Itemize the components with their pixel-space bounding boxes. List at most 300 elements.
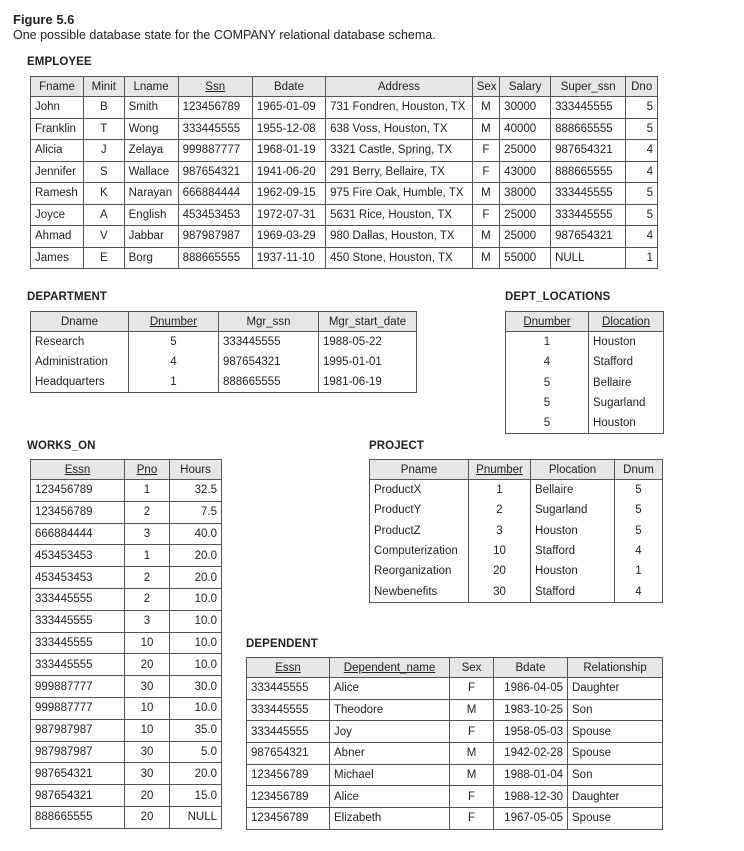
dependent-row [247,764,663,786]
employee-cell: T [83,118,124,140]
employee-cell: 40000 [500,118,551,140]
project-cell: Bellaire [531,480,615,501]
employee-cell: 1968-01-19 [252,140,325,162]
works-on-cell: 7.5 [170,501,222,523]
dependent-cell: 1986-04-05 [494,678,568,700]
project-cell: Stafford [531,541,615,561]
works-on-row [31,588,222,610]
employee-cell: 888665555 [551,118,626,140]
employee-cell: F [472,204,499,226]
works-on-row [31,785,222,807]
dependent-cell: 123456789 [247,808,330,830]
project-cell: Newbenefits [370,581,469,602]
dependent-cell: Joy [330,721,450,743]
department-cell: 4 [129,352,219,372]
project-row [370,480,663,501]
dependent-cell: 333445555 [247,678,330,700]
dependent-column-header: Sex [450,658,494,678]
dependent-column-header: Essn [247,658,330,678]
project-header-row [370,460,663,480]
project-cell: 1 [469,480,531,501]
works-on-cell: 1 [125,545,170,567]
works-on-cell: 15.0 [170,785,222,807]
works-on-cell: 123456789 [31,480,125,502]
employee-cell: Alicia [31,140,84,162]
project-cell: 5 [615,521,663,541]
employee-cell: 1965-01-09 [252,97,325,119]
works-on-cell: 20.0 [170,763,222,785]
employee-cell: Jennifer [31,161,84,183]
works-on-cell: 333445555 [31,610,125,632]
employee-cell: 888665555 [178,247,252,269]
dependent-table-name: DEPENDENT [246,638,318,650]
project-cell: ProductY [370,500,469,520]
works-on-cell: 30 [125,741,170,763]
dept-locations-cell: 1 [506,332,589,353]
employee-cell: Joyce [31,204,84,226]
employee-cell: 999887777 [178,140,252,162]
works-on-cell: 1 [125,480,170,502]
works-on-cell: 2 [125,501,170,523]
employee-column-header: Super_ssn [551,77,626,97]
employee-cell: Ahmad [31,226,84,248]
dependent-cell: F [450,721,494,743]
employee-cell: 980 Dallas, Houston, TX [326,226,473,248]
dependent-row [247,721,663,743]
works-on-cell: 2 [125,567,170,589]
project-column-header: Pnumber [469,460,531,480]
department-column-header: Mgr_ssn [219,312,319,332]
employee-column-header: Salary [500,77,551,97]
dependent-cell: M [450,699,494,721]
project-row [370,581,663,602]
works-on-table [30,459,222,829]
dept-locations-cell: Bellaire [589,373,664,393]
employee-cell: Franklin [31,118,84,140]
dependent-cell: F [450,808,494,830]
dependent-header-row [247,658,663,678]
employee-cell: 1972-07-31 [252,204,325,226]
employee-cell: Wallace [124,161,178,183]
works-on-cell: 20 [125,654,170,676]
dependent-cell: Son [568,699,663,721]
dependent-row [247,678,663,700]
employee-cell: 25000 [500,226,551,248]
employee-cell: 333445555 [551,183,626,205]
dept-locations-cell: 5 [506,413,589,434]
works-on-cell: 987987987 [31,719,125,741]
department-table [30,311,417,393]
project-row [370,541,663,561]
project-cell: ProductX [370,480,469,501]
dept-locations-row [506,332,664,353]
employee-cell: 1969-03-29 [252,226,325,248]
works-on-row [31,501,222,523]
employee-cell: 55000 [500,247,551,269]
department-row [31,372,417,393]
department-cell: 1 [129,372,219,393]
employee-cell: 987654321 [551,226,626,248]
project-column-header: Dnum [615,460,663,480]
works-on-cell: 20.0 [170,545,222,567]
works-on-cell: 999887777 [31,697,125,719]
department-cell: 1988-05-22 [319,332,417,353]
employee-column-header: Sex [472,77,499,97]
department-cell: 888665555 [219,372,319,393]
employee-table-name: EMPLOYEE [27,56,92,68]
works-on-cell: NULL [170,806,222,828]
works-on-cell: 10.0 [170,588,222,610]
dept-locations-cell: Houston [589,413,664,434]
works-on-cell: 453453453 [31,545,125,567]
works-on-column-header: Essn [31,460,125,480]
works-on-table-name: WORKS_ON [27,440,96,452]
employee-row [31,183,658,205]
works-on-header-row [31,460,222,480]
works-on-cell: 32.5 [170,480,222,502]
dept-locations-cell: 5 [506,373,589,393]
employee-cell: English [124,204,178,226]
employee-column-header: Minit [83,77,124,97]
employee-cell: M [472,97,499,119]
employee-cell: 987987987 [178,226,252,248]
department-column-header: Dname [31,312,129,332]
works-on-row [31,676,222,698]
project-cell: ProductZ [370,521,469,541]
works-on-cell: 5.0 [170,741,222,763]
works-on-row [31,610,222,632]
dependent-cell: Spouse [568,808,663,830]
works-on-cell: 20 [125,806,170,828]
employee-cell: 4 [626,226,658,248]
department-row [31,332,417,353]
dept-locations-cell: Stafford [589,352,664,372]
works-on-cell: 10.0 [170,632,222,654]
dept-locations-cell: 4 [506,352,589,372]
dept-locations-column-header: Dnumber [506,312,589,332]
employee-row [31,140,658,162]
dependent-cell: M [450,743,494,765]
employee-cell: A [83,204,124,226]
works-on-row [31,697,222,719]
dependent-cell: F [450,678,494,700]
employee-column-header: Address [326,77,473,97]
works-on-row [31,567,222,589]
employee-cell: 638 Voss, Houston, TX [326,118,473,140]
figure-caption: One possible database state for the COMPANY relational database schema. [13,28,436,42]
works-on-cell: 987654321 [31,785,125,807]
employee-column-header: Lname [124,77,178,97]
works-on-row [31,654,222,676]
employee-cell: 5 [626,97,658,119]
works-on-cell: 10.0 [170,610,222,632]
employee-row [31,97,658,119]
department-table-name: DEPARTMENT [27,291,108,303]
dependent-cell: F [450,786,494,808]
dependent-table [246,657,663,830]
works-on-cell: 30.0 [170,676,222,698]
employee-column-header: Ssn [178,77,252,97]
works-on-row [31,806,222,828]
project-cell: Computerization [370,541,469,561]
works-on-cell: 10 [125,632,170,654]
dept-locations-cell: Sugarland [589,393,664,413]
employee-cell: James [31,247,84,269]
project-cell: Houston [531,561,615,581]
employee-column-header: Bdate [252,77,325,97]
dependent-cell: Michael [330,764,450,786]
project-cell: Sugarland [531,500,615,520]
works-on-cell: 2 [125,588,170,610]
department-cell: 5 [129,332,219,353]
employee-cell: 4 [626,161,658,183]
employee-cell: M [472,247,499,269]
works-on-cell: 20 [125,785,170,807]
employee-cell: M [472,226,499,248]
employee-header-row [31,77,658,97]
employee-cell: 987654321 [551,140,626,162]
dept-locations-column-header: Dlocation [589,312,664,332]
dependent-cell: Theodore [330,699,450,721]
employee-cell: John [31,97,84,119]
dependent-cell: 1988-12-30 [494,786,568,808]
employee-cell: 5 [626,118,658,140]
employee-cell: Jabbar [124,226,178,248]
employee-row [31,226,658,248]
employee-cell: K [83,183,124,205]
project-cell: 30 [469,581,531,602]
employee-cell: V [83,226,124,248]
project-cell: Houston [531,521,615,541]
works-on-cell: 987654321 [31,763,125,785]
employee-cell: 1941-06-20 [252,161,325,183]
employee-cell: Wong [124,118,178,140]
employee-cell: Narayan [124,183,178,205]
department-cell: Headquarters [31,372,129,393]
works-on-cell: 987987987 [31,741,125,763]
employee-cell: M [472,183,499,205]
dependent-cell: 1942-02-28 [494,743,568,765]
works-on-cell: 333445555 [31,588,125,610]
employee-cell: 3321 Castle, Spring, TX [326,140,473,162]
employee-column-header: Fname [31,77,84,97]
employee-cell: 666884444 [178,183,252,205]
employee-cell: 1962-09-15 [252,183,325,205]
employee-cell: 4 [626,140,658,162]
project-table [369,459,663,603]
employee-cell: 123456789 [178,97,252,119]
employee-cell: 5631 Rice, Houston, TX [326,204,473,226]
project-row [370,521,663,541]
department-row [31,352,417,372]
dependent-cell: 333445555 [247,699,330,721]
employee-cell: 987654321 [178,161,252,183]
dependent-cell: 1988-01-04 [494,764,568,786]
dependent-cell: 123456789 [247,786,330,808]
dept-locations-row [506,393,664,413]
employee-cell: 1955-12-08 [252,118,325,140]
department-cell: 987654321 [219,352,319,372]
works-on-cell: 10 [125,719,170,741]
department-cell: 333445555 [219,332,319,353]
employee-cell: Zelaya [124,140,178,162]
employee-cell: 888665555 [551,161,626,183]
employee-cell: S [83,161,124,183]
works-on-cell: 10.0 [170,697,222,719]
department-cell: Research [31,332,129,353]
employee-cell: 333445555 [551,97,626,119]
works-on-cell: 35.0 [170,719,222,741]
employee-cell: Ramesh [31,183,84,205]
works-on-cell: 10 [125,697,170,719]
dependent-row [247,808,663,830]
project-cell: 2 [469,500,531,520]
works-on-column-header: Pno [125,460,170,480]
dept-locations-header-row [506,312,664,332]
dependent-cell: 987654321 [247,743,330,765]
dependent-cell: Alice [330,678,450,700]
works-on-cell: 888665555 [31,806,125,828]
employee-cell: 30000 [500,97,551,119]
dependent-column-header: Bdate [494,658,568,678]
project-cell: 4 [615,581,663,602]
department-header-row [31,312,417,332]
works-on-cell: 453453453 [31,567,125,589]
employee-cell: 1937-11-10 [252,247,325,269]
project-column-header: Pname [370,460,469,480]
works-on-cell: 30 [125,763,170,785]
employee-cell: F [472,140,499,162]
works-on-row [31,763,222,785]
works-on-cell: 30 [125,676,170,698]
employee-cell: 5 [626,183,658,205]
department-column-header: Mgr_start_date [319,312,417,332]
employee-cell: E [83,247,124,269]
works-on-cell: 40.0 [170,523,222,545]
figure-title: Figure 5.6 [13,12,75,27]
department-cell: 1981-06-19 [319,372,417,393]
project-cell: 3 [469,521,531,541]
project-cell: 20 [469,561,531,581]
project-cell: 5 [615,480,663,501]
employee-cell: 43000 [500,161,551,183]
employee-row [31,204,658,226]
works-on-cell: 123456789 [31,501,125,523]
employee-cell: B [83,97,124,119]
employee-cell: 5 [626,204,658,226]
employee-row [31,161,658,183]
dependent-cell: 123456789 [247,764,330,786]
works-on-cell: 3 [125,523,170,545]
employee-cell: 291 Berry, Bellaire, TX [326,161,473,183]
dependent-cell: Abner [330,743,450,765]
dependent-column-header: Relationship [568,658,663,678]
project-row [370,500,663,520]
dependent-cell: 333445555 [247,721,330,743]
dept-locations-cell: Houston [589,332,664,353]
employee-table [30,76,658,269]
employee-cell: F [472,161,499,183]
works-on-row [31,741,222,763]
employee-cell: NULL [551,247,626,269]
works-on-row [31,719,222,741]
dependent-column-header: Dependent_name [330,658,450,678]
dependent-cell: Elizabeth [330,808,450,830]
employee-column-header: Dno [626,77,658,97]
dependent-cell: Daughter [568,786,663,808]
dependent-cell: 1967-05-05 [494,808,568,830]
employee-cell: 731 Fondren, Houston, TX [326,97,473,119]
project-cell: 5 [615,500,663,520]
dependent-row [247,743,663,765]
dependent-cell: 1958-05-03 [494,721,568,743]
department-column-header: Dnumber [129,312,219,332]
project-table-name: PROJECT [369,440,425,452]
works-on-cell: 999887777 [31,676,125,698]
dependent-cell: Alice [330,786,450,808]
project-cell: 4 [615,541,663,561]
employee-cell: 25000 [500,140,551,162]
employee-cell: 333445555 [178,118,252,140]
dept-locations-row [506,373,664,393]
works-on-row [31,632,222,654]
works-on-cell: 666884444 [31,523,125,545]
works-on-cell: 10.0 [170,654,222,676]
employee-cell: M [472,118,499,140]
employee-cell: 38000 [500,183,551,205]
works-on-row [31,480,222,502]
dependent-cell: M [450,764,494,786]
employee-cell: 333445555 [551,204,626,226]
dept-locations-row [506,352,664,372]
employee-cell: J [83,140,124,162]
dept-locations-table-name: DEPT_LOCATIONS [505,291,611,303]
project-cell: Stafford [531,581,615,602]
works-on-cell: 20.0 [170,567,222,589]
department-cell: Administration [31,352,129,372]
dependent-cell: Daughter [568,678,663,700]
works-on-row [31,545,222,567]
dept-locations-row [506,413,664,434]
project-column-header: Plocation [531,460,615,480]
dependent-cell: Spouse [568,743,663,765]
project-cell: Reorganization [370,561,469,581]
department-cell: 1995-01-01 [319,352,417,372]
employee-cell: 450 Stone, Houston, TX [326,247,473,269]
employee-cell: Borg [124,247,178,269]
works-on-cell: 333445555 [31,654,125,676]
works-on-cell: 333445555 [31,632,125,654]
dependent-cell: Son [568,764,663,786]
dept-locations-table [505,311,664,434]
project-cell: 1 [615,561,663,581]
works-on-column-header: Hours [170,460,222,480]
employee-cell: 25000 [500,204,551,226]
works-on-row [31,523,222,545]
dept-locations-cell: 5 [506,393,589,413]
employee-cell: 975 Fire Oak, Humble, TX [326,183,473,205]
works-on-cell: 3 [125,610,170,632]
employee-cell: 1 [626,247,658,269]
project-cell: 10 [469,541,531,561]
employee-row [31,118,658,140]
employee-cell: Smith [124,97,178,119]
project-row [370,561,663,581]
dependent-row [247,786,663,808]
dependent-cell: 1983-10-25 [494,699,568,721]
dependent-cell: Spouse [568,721,663,743]
dependent-row [247,699,663,721]
